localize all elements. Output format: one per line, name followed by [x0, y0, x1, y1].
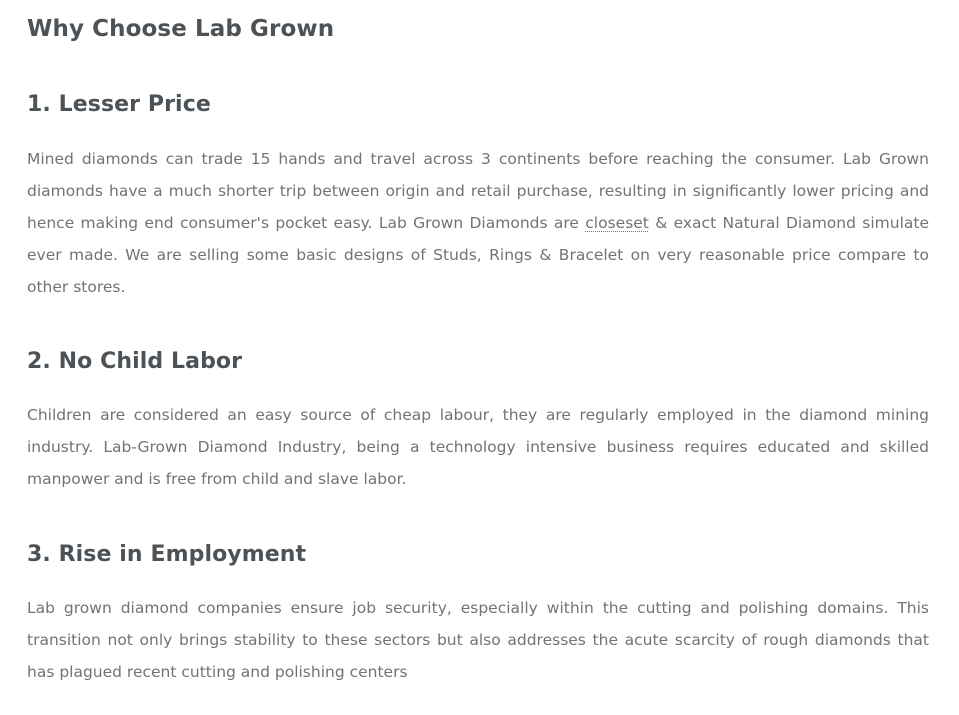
- section-body-3: Lab grown diamond companies ensure job security, especially within the cutting and polishing domains. This transition not only brings stability to these sectors but also addresses the acute scarcity of rough diamonds that has plagued recent cutting and polishing centers: [27, 599, 929, 682]
- section-no-child-labor: [27, 347, 929, 496]
- section-body-1-text-before: Mined diamonds can trade 15 hands and travel across 3 continents before reaching the consumer. Lab Grown diamonds have a much shorter trip between origin and retail purchase, resulting in significantly lower pricing and hence making end consumer's pocket easy. Lab Grown Diamonds are: [27, 149, 929, 232]
- section-heading-1: 1. Lesser Price: [27, 92, 211, 118]
- section-body-1-text-after: & exact Natural Diamond simulate ever made. We are selling some basic designs of Studs, Rings & Bracelet on very reasonable price compare to other stores.: [27, 213, 929, 296]
- section-lesser-price: [27, 90, 929, 303]
- section-body-1: [27, 143, 929, 303]
- section-heading-3: 3. Rise in Employment: [27, 542, 307, 568]
- page-title: Why Choose Lab Grown: [27, 16, 335, 42]
- section-body-2: Children are considered an easy source of cheap labour, they are regularly employed in the diamond mining industry. Lab-Grown Diamond Industry, being a technology intensive business requires educated and skilled manpower and is free from child and slave labor.: [27, 406, 929, 489]
- section-heading-2: 2. No Child Labor: [27, 348, 243, 374]
- section-rise-in-employment: [27, 540, 929, 688]
- spelling-error-word[interactable]: closeset: [585, 213, 649, 232]
